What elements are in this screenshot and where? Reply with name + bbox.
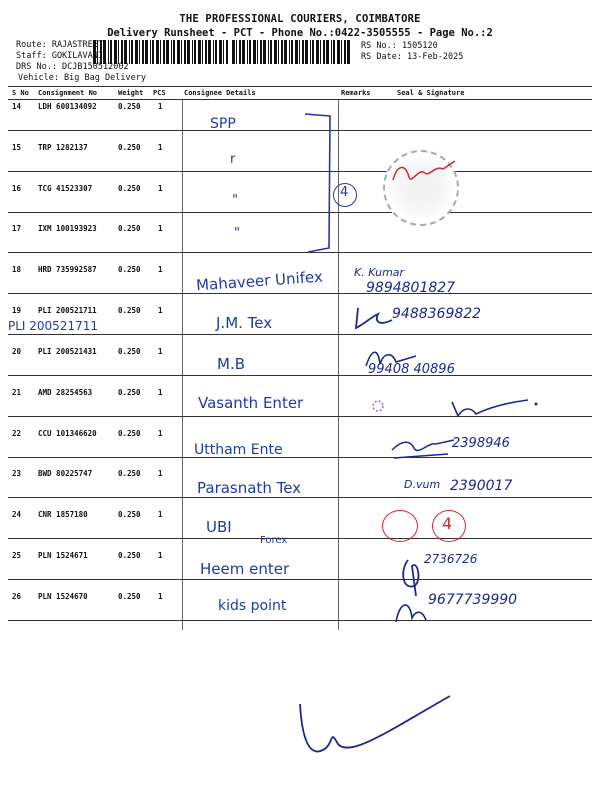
cell-pcs: 1 <box>158 551 163 560</box>
consignee-hw-17: " <box>234 226 240 241</box>
cell-weight: 0.250 <box>118 184 141 193</box>
barcode-bar <box>268 40 269 64</box>
cell-sno: 25 <box>12 551 22 560</box>
cell-sno: 18 <box>12 265 22 274</box>
row-separator <box>8 538 592 539</box>
signature-20-phone: 99408 40896 <box>368 362 455 377</box>
barcode-bar <box>323 40 325 64</box>
cell-sno: 17 <box>12 224 22 233</box>
cell-consignment: AMD 28254563 <box>38 388 93 397</box>
barcode-bar <box>289 40 290 64</box>
table-top-rule <box>8 86 592 87</box>
barcode-bar <box>166 40 169 64</box>
vehicle-label: Vehicle: Big Bag Delivery <box>18 73 146 83</box>
row-separator <box>8 457 592 458</box>
barcode-bar <box>150 40 151 64</box>
consignee-hw-26: kids point <box>218 598 287 614</box>
cell-weight: 0.250 <box>118 265 141 274</box>
col-header-consignee: Consignee Details <box>184 89 256 97</box>
col-header-consignment: Consignment No <box>38 89 98 97</box>
barcode-bar <box>316 40 319 64</box>
cell-consignment: PLI 200521711 <box>38 306 97 315</box>
barcode-bar <box>118 40 119 64</box>
document-subtitle: Delivery Runsheet - PCT - Phone No.:0422-3505555 - Page No.:2 <box>107 27 493 39</box>
barcode-bar <box>278 40 279 64</box>
barcode-bar <box>103 40 106 64</box>
barcode-bar <box>274 40 277 64</box>
barcode-bar <box>135 40 138 64</box>
barcode-bar <box>156 40 159 64</box>
cell-pcs: 1 <box>158 265 163 274</box>
cell-consignment: LDH 600134092 <box>38 102 97 111</box>
barcode-bar <box>177 40 180 64</box>
cell-consignment: TRP 1282137 <box>38 143 88 152</box>
cell-consignment: HRD 735992587 <box>38 265 97 274</box>
cell-sno: 19 <box>12 306 22 315</box>
cell-sno: 20 <box>12 347 22 356</box>
barcode-bar <box>310 40 311 64</box>
signature-23-name: D.vum <box>404 478 441 491</box>
barcode-bar <box>163 40 165 64</box>
barcode-bar <box>139 40 140 64</box>
barcode-bar <box>145 40 148 64</box>
cell-pcs: 1 <box>158 143 163 152</box>
cell-pcs: 1 <box>158 347 163 356</box>
cell-consignment: BWD 80225747 <box>38 469 93 478</box>
cell-consignment: PLN 1524670 <box>38 592 88 601</box>
cell-pcs: 1 <box>158 429 163 438</box>
row-separator <box>8 293 592 294</box>
barcode-bar <box>152 40 154 64</box>
barcode-bar <box>249 40 251 64</box>
barcode-bar <box>131 40 133 64</box>
cell-weight: 0.250 <box>118 592 141 601</box>
col-header-sno: S No <box>12 89 29 97</box>
cell-pcs: 1 <box>158 510 163 519</box>
consignee-hw-25: Heem enter <box>200 560 290 578</box>
row-separator <box>8 620 592 621</box>
cell-sno: 22 <box>12 429 22 438</box>
barcode-bar <box>242 40 245 64</box>
cell-consignment: PLI 200521431 <box>38 347 97 356</box>
barcode-bar <box>208 40 211 64</box>
barcode-bar <box>202 40 203 64</box>
cell-weight: 0.250 <box>118 224 141 233</box>
col-separator-consignee <box>182 100 183 630</box>
signature-23-phone: 2390017 <box>450 478 513 494</box>
cell-sno: 14 <box>12 102 22 111</box>
cell-weight: 0.250 <box>118 102 141 111</box>
signature-26-scrawl <box>390 594 430 630</box>
barcode-bar <box>187 40 190 64</box>
cell-weight: 0.250 <box>118 388 141 397</box>
cell-sno: 24 <box>12 510 22 519</box>
cell-consignment: IXM 100193923 <box>38 224 97 233</box>
barcode-bar <box>192 40 193 64</box>
barcode-bar <box>160 40 161 64</box>
barcode-bar <box>181 40 182 64</box>
cell-sno: 16 <box>12 184 22 193</box>
col-header-remarks: Remarks <box>341 89 371 97</box>
red-count-24: 4 <box>442 514 453 533</box>
left-barcode <box>93 40 229 64</box>
barcode-bar <box>184 40 186 64</box>
barcode-bar <box>299 40 300 64</box>
barcode-bar <box>263 40 266 64</box>
cell-weight: 0.250 <box>118 143 141 152</box>
barcode-bar <box>129 40 130 64</box>
col-header-seal: Seal & Signature <box>397 89 465 97</box>
staff-signature <box>290 690 470 770</box>
red-signature-15 <box>385 155 465 195</box>
barcode-bar <box>124 40 127 64</box>
barcode-bar <box>239 40 241 64</box>
right-barcode-bars <box>232 40 350 64</box>
cell-weight: 0.250 <box>118 306 141 315</box>
barcode-bar <box>121 40 123 64</box>
rs-number: RS No.: 1505120 <box>361 41 438 51</box>
cell-consignment: PLN 1524671 <box>38 551 88 560</box>
rs-date: RS Date: 13-Feb-2025 <box>361 52 464 62</box>
cell-sno: 21 <box>12 388 22 397</box>
consignee-hw-22: Uttham Ente <box>194 442 283 458</box>
barcode-bar <box>295 40 298 64</box>
barcode-bar <box>291 40 293 64</box>
barcode-bar <box>194 40 196 64</box>
barcode-bar <box>223 40 224 64</box>
cell-sno: 15 <box>12 143 22 152</box>
signature-18-name: K. Kumar <box>354 266 405 279</box>
table-header-rule <box>8 99 592 100</box>
cell-weight: 0.250 <box>118 551 141 560</box>
consignee-hw-21: Vasanth Enter <box>198 394 304 412</box>
barcode-bar <box>257 40 258 64</box>
consignee-hw-24: UBI <box>206 518 232 536</box>
ditto-bracket <box>300 110 340 260</box>
consignee-hw-23: Parasnath Tex <box>197 479 302 497</box>
barcode-bar <box>260 40 262 64</box>
barcode-bar <box>247 40 248 64</box>
barcode-bar <box>312 40 314 64</box>
margin-note: PLI 200521711 <box>8 319 98 333</box>
consignee-hw-14: SPP <box>210 116 236 132</box>
drs-number: DRS No.: DCJB150512002 <box>16 62 129 72</box>
consignee-hw-19: J.M. Tex <box>216 314 273 332</box>
barcode-bar <box>270 40 272 64</box>
left-barcode-bars <box>93 40 228 64</box>
barcode-bar <box>236 40 237 64</box>
right-barcode <box>232 40 354 64</box>
signature-19-phone: 9488369822 <box>392 306 482 322</box>
cell-weight: 0.250 <box>118 429 141 438</box>
cell-pcs: 1 <box>158 388 163 397</box>
barcode-bar <box>108 40 109 64</box>
cell-weight: 0.250 <box>118 510 141 519</box>
signature-22-phone: 2398946 <box>452 436 510 451</box>
barcode-bar <box>326 40 329 64</box>
cell-pcs: 1 <box>158 102 163 111</box>
barcode-bar <box>281 40 283 64</box>
signature-25-phone: 2736726 <box>424 552 478 566</box>
barcode-bar <box>347 40 350 64</box>
barcode-bar <box>205 40 207 64</box>
barcode-bar <box>142 40 144 64</box>
barcode-bar <box>171 40 172 64</box>
consignee-hw-18: Mahaveer Unifex <box>195 267 324 295</box>
ubi-forex-note: Forex <box>260 535 288 546</box>
barcode-bar <box>320 40 321 64</box>
barcode-bar <box>344 40 346 64</box>
barcode-bar <box>337 40 340 64</box>
staff-label: Staff: GOKILAVANI <box>16 51 103 61</box>
row-separator <box>8 334 592 335</box>
cell-consignment: CNR 1857180 <box>38 510 88 519</box>
cell-pcs: 1 <box>158 592 163 601</box>
barcode-bar <box>114 40 117 64</box>
row-separator <box>8 579 592 580</box>
barcode-bar <box>110 40 112 64</box>
cell-consignment: CCU 101346620 <box>38 429 97 438</box>
cell-consignment: TCG 41523307 <box>38 184 93 193</box>
signature-21-scrawl <box>368 392 548 422</box>
cell-sno: 23 <box>12 469 22 478</box>
document-title: THE PROFESSIONAL COURIERS, COIMBATORE <box>179 13 421 25</box>
barcode-bar <box>226 40 228 64</box>
row-separator <box>8 497 592 498</box>
cell-weight: 0.250 <box>118 469 141 478</box>
cell-pcs: 1 <box>158 469 163 478</box>
barcode-bar <box>253 40 256 64</box>
barcode-bar <box>198 40 201 64</box>
barcode-bar <box>215 40 217 64</box>
signature-18-phone: 9894801827 <box>366 280 456 296</box>
cell-weight: 0.250 <box>118 347 141 356</box>
consignee-hw-15: r <box>230 152 236 167</box>
barcode-bar <box>232 40 235 64</box>
barcode-bar <box>302 40 304 64</box>
signature-26-phone: 9677739990 <box>428 592 518 608</box>
cell-pcs: 1 <box>158 184 163 193</box>
barcode-bar <box>173 40 175 64</box>
barcode-bar <box>284 40 287 64</box>
bracket-count: 4 <box>340 185 349 200</box>
barcode-bar <box>333 40 335 64</box>
barcode-bar <box>219 40 222 64</box>
col-header-weight: Weight <box>118 89 144 97</box>
red-stamp-24 <box>382 510 418 542</box>
barcode-bar <box>331 40 332 64</box>
cell-pcs: 1 <box>158 306 163 315</box>
consignee-hw-16: " <box>232 193 238 208</box>
cell-sno: 26 <box>12 592 22 601</box>
signature-22-scrawl <box>388 432 458 462</box>
barcode-bar <box>305 40 308 64</box>
col-header-pcs: PCS <box>153 89 166 97</box>
cell-pcs: 1 <box>158 224 163 233</box>
route-label: Route: RAJASTREET <box>16 40 103 50</box>
barcode-bar <box>341 40 342 64</box>
row-separator <box>8 375 592 376</box>
barcode-bar <box>213 40 214 64</box>
consignee-hw-20: M.B <box>217 355 246 373</box>
